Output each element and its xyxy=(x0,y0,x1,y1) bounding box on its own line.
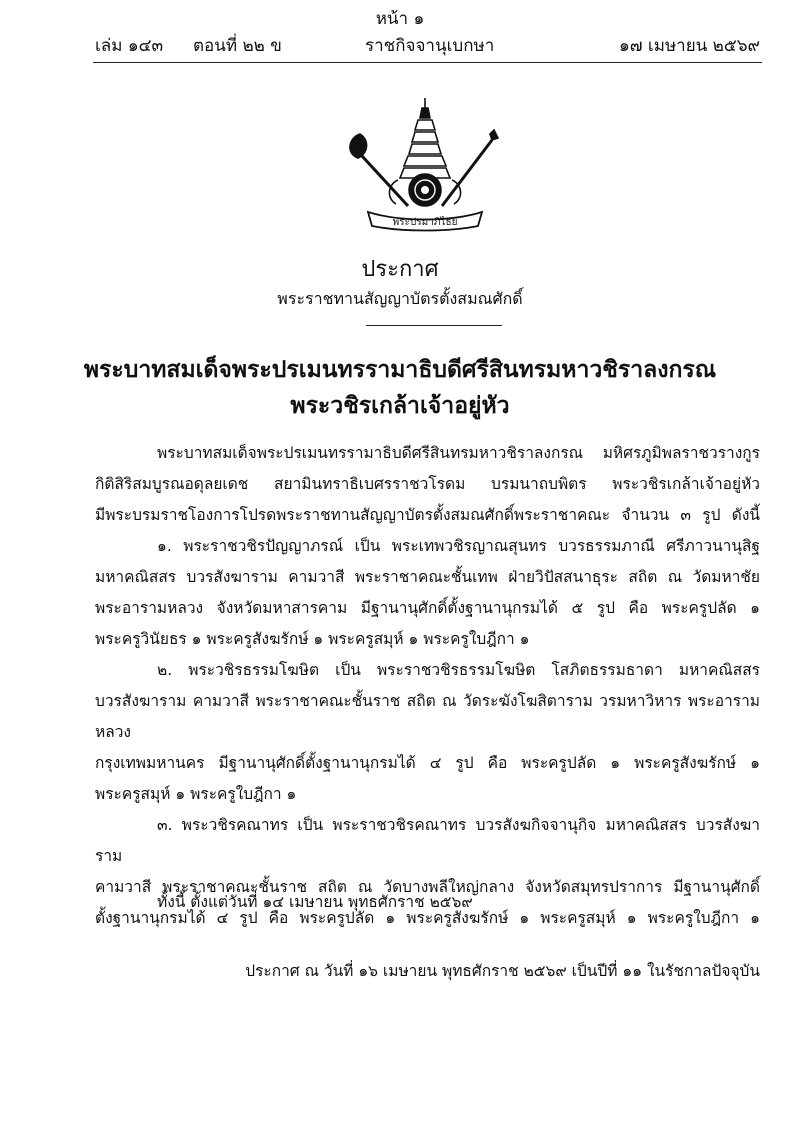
effective-date: ทั้งนี้ ตั้งแต่วันที่ ๑๔ เมษายน พุทธศักราช ๒๕๖๙ xyxy=(157,893,473,911)
gazette-title: ราชกิจจานุเบกษา xyxy=(365,36,495,56)
volume-label: เล่ม ๑๔๓ xyxy=(95,36,164,56)
king-name-line-1: พระบาทสมเด็จพระปรเมนทรรามาธิบดีศรีสินทรมหาวชิราลงกรณ xyxy=(83,357,717,383)
king-name xyxy=(0,352,800,424)
king-name-line-2: พระวชิรเกล้าเจ้าอยู่หัว xyxy=(290,393,510,419)
body-line: พระครูสมุห์ ๑ พระครูใบฎีกา ๑ xyxy=(95,785,297,803)
emblem-seal-text: พระปรมาภิไธย xyxy=(392,217,458,228)
body-line: กิติสิริสมบูรณอดุลยเดช สยามินทราธิเบศรราชวโรดม บรมนาถบพิตร พระวชิรเกล้าเจ้าอยู่หัว xyxy=(95,475,760,493)
closing-statement: ประกาศ ณ วันที่ ๑๖ เมษายน พุทธศักราช ๒๕๖๙ เป็นปีที่ ๑๑ ในรัชกาลปัจจุบัน xyxy=(245,962,760,980)
royal-emblem-icon xyxy=(340,94,510,234)
body-line: พระบาทสมเด็จพระปรเมนทรรามาธิบดีศรีสินทรมหาวชิราลงกรณ มหิศรภูมิพลราชวรางกูร xyxy=(157,444,760,462)
body-line: พระอารามหลวง จังหวัดมหาสารคาม มีฐานานุศักดิ์ตั้งฐานานุกรมได้ ๕ รูป คือ พระครูปลัด ๑ xyxy=(95,599,760,617)
section-label: ตอนที่ ๒๒ ข xyxy=(193,36,282,56)
announcement-title: ประกาศ xyxy=(361,257,439,282)
announcement-subtitle: พระราชทานสัญญาบัตรตั้งสมณศักดิ์ xyxy=(277,289,523,308)
body-line: ๓. พระวชิรคณาทร เป็น พระราชวชิรคณาทร บวรสังฆกิจจานุกิจ มหาคณิสสร บวรสังฆาราม xyxy=(95,816,760,865)
body-line: ๑. พระราชวชิรปัญญาภรณ์ เป็น พระเทพวชิรญาณสุนทร บวรธรรมภาณี ศรีภาวนานุสิฐ xyxy=(157,537,760,555)
page-number: หน้า ๑ xyxy=(375,9,425,29)
body-line: มีพระบรมราชโองการโปรดพระราชทานสัญญาบัตรตั้งสมณศักดิ์พระราชาคณะ จำนวน ๓ รูป ดังนี้ xyxy=(95,506,760,524)
body-line: ตั้งฐานานุกรมได้ ๔ รูป คือ พระครูปลัด ๑ พระครูสังฆรักษ์ ๑ พระครูสมุห์ ๑ พระครูใบฎีกา ๑ xyxy=(95,909,760,927)
title-divider xyxy=(366,325,502,326)
gazette-header xyxy=(95,34,760,58)
body-line: คามวาสี พระราชาคณะชั้นราช สถิต ณ วัดบางพลีใหญ่กลาง จังหวัดสมุทรปราการ มีฐานานุศักดิ์ xyxy=(95,878,760,896)
gazette-date: ๑๗ เมษายน ๒๕๖๙ xyxy=(618,36,760,56)
body-line: กรุงเทพมหานคร มีฐานานุศักดิ์ตั้งฐานานุกรมได้ ๔ รูป คือ พระครูปลัด ๑ พระครูสังฆรักษ์ ๑ xyxy=(95,754,760,772)
body-line: มหาคณิสสร บวรสังฆาราม คามวาสี พระราชาคณะชั้นเทพ ฝ่ายวิปัสสนาธุระ สถิต ณ วัดมหาชัย xyxy=(95,568,760,586)
body-line: บวรสังฆาราม คามวาสี พระราชาคณะชั้นราช สถิต ณ วัดระฆังโฆสิตาราม วรมหาวิหาร พระอารามหลวง xyxy=(95,692,760,741)
body-line: ๒. พระวชิรธรรมโฆษิต เป็น พระราชวชิรธรรมโฆษิต โสภิตธรรมธาดา มหาคณิสสร xyxy=(157,661,760,679)
header-divider xyxy=(93,62,762,63)
announcement-body xyxy=(95,438,760,934)
body-line: พระครูวินัยธร ๑ พระครูสังฆรักษ์ ๑ พระครูสมุห์ ๑ พระครูใบฎีกา ๑ xyxy=(95,630,530,648)
